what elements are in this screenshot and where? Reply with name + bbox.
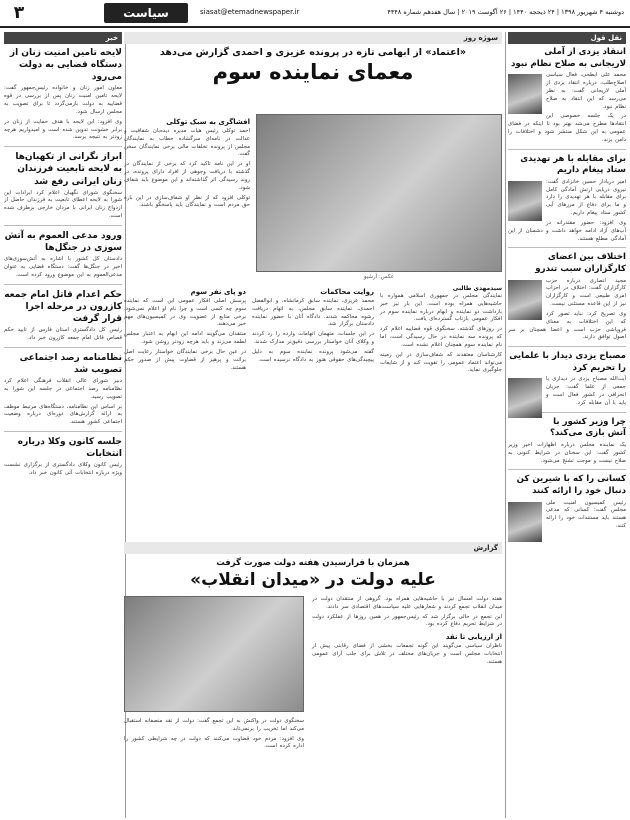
text-column bbox=[124, 718, 304, 751]
divider bbox=[4, 225, 122, 226]
article-text: پرسش اصلی افکار عمومی این است که نماینده سوم چه کسی است و چرا نام او اعلام نمی‌شود. برخی منابع از عضویت وی در کمیسیون‌های مهم خبر می‌دهند. bbox=[124, 298, 246, 328]
article-title: لایحه تامین امنیت زنان از دستگاه قضایی به دولت می‌رود bbox=[9, 48, 122, 83]
subheading: دو پای نفر سوم bbox=[190, 288, 246, 296]
article-text: این تجمع در حالی برگزار شد که رئیس‌جمهور در همین روزها از عملکرد دولت در شرایط تحریم دفاع کرده بود. bbox=[312, 613, 502, 628]
article-text: نمایندگی مجلس در جمهوری اسلامی همواره با حاشیه‌هایی همراه بوده است. این بار نیز خبر بازداشت دو نماینده و ابهام درباره نماینده سوم در افکار عمومی بازتاب گسترده‌ای یافت. bbox=[380, 293, 502, 323]
article-title: چرا وزیر کشور با آتش بازی می‌کند؟ bbox=[549, 416, 626, 439]
photo-caption: عکس: آرشیو bbox=[363, 274, 395, 280]
news-column bbox=[4, 32, 122, 818]
article-text: امیر دریادار حسین خانزادی گفت: نیروی دریایی ارتش آمادگی کامل برای مقابله با هر تهدیدی را دارد و ما برای دفاع از مرزهای آبی کشور ستاد پیغام داریم. bbox=[546, 178, 626, 217]
article-text: رئیس کانون وکلای دادگستری از برگزاری نشست ویژه درباره انتخابات آتی کانون خبر داد. bbox=[4, 462, 122, 477]
article-text: معاون امور زنان و خانواده رئیس‌جمهور گفت: لایحه تامین امنیت زنان پس از بررسی در قوه قضاییه به دولت بازمی‌گردد تا برای تصویب به مجلس ارسال شود. bbox=[4, 85, 122, 115]
story-kicker: «اعتماد» از ابهامی تازه در پرونده عزیزی و احمدی گزارش می‌دهد bbox=[159, 47, 467, 58]
divider bbox=[4, 347, 122, 348]
story-photo bbox=[256, 114, 502, 272]
text-column bbox=[380, 284, 502, 375]
subheading: روایت محاکمات bbox=[320, 288, 374, 296]
column-rule bbox=[505, 32, 506, 818]
article-title: ابراز نگرانی از تکهبان‌ها به لایحه تابعیت فرزندان زنان ایرانی رفع شد bbox=[15, 152, 122, 187]
portrait-photo bbox=[508, 74, 542, 114]
story-headline: علیه دولت در «میدان انقلاب» bbox=[190, 570, 436, 590]
section-email: siasat@etemadnewspaper.ir bbox=[200, 8, 300, 16]
story-body bbox=[124, 284, 502, 375]
divider bbox=[508, 469, 626, 470]
divider bbox=[508, 149, 626, 150]
divider bbox=[508, 247, 626, 248]
article-text: یک نماینده مجلس درباره اظهارات اخیر وزیر کشور گفت: این سخنان در شرایط کنونی به صلاح نیست و موجب تشنج می‌شود. bbox=[508, 441, 626, 464]
article-title: انتقاد یزدی از آملی لاریجانی به صلاح نظام نبود bbox=[510, 47, 626, 69]
article-text: گفته می‌شود پرونده نماینده سوم به دلیل پیچیدگی‌های حقوقی هنوز به دادگاه نرسیده است. bbox=[252, 348, 374, 363]
article-text: وی تصریح کرد: نباید تصور کرد که این اختلافات به معنای فروپاشی حزب است و اعضا همچنان بر سر اصول توافق دارند. bbox=[508, 310, 626, 341]
article-text: رئیس کل دادگستری استان فارس از تایید حکم قصاص قاتل امام جمعه کازرون خبر داد. bbox=[4, 327, 122, 341]
article-text: محمد علی ابطحی، فعال سیاسی اصلاح‌طلب، درباره انتقاد یزدی از آملی لاریجانی گفت: به نظر می‌رسد که این انتقاد به صلاح نظام نبود. bbox=[546, 72, 626, 110]
portrait-photo bbox=[508, 280, 542, 320]
column-label: نقل قول bbox=[508, 32, 626, 44]
article-text: او در این نامه تاکید کرد که برخی از نمایندگان در گذشته با دریافت وجوهی از افراد دارای پرونده، در روند رسیدگی اثر گذاشته‌اند و این موضوع باید شفاف شود. bbox=[124, 161, 250, 191]
article-title: مصباح یزدی دیدار با علمایی را تحریم کرد bbox=[509, 351, 626, 373]
subheading: افشاگری به سبک توکلی bbox=[166, 118, 250, 126]
article-text: بر اساس این نظامنامه، دستگاه‌های مرتبط موظف به ارائه گزارش‌های دوره‌ای درباره وضعیت اجتماعی کشور هستند. bbox=[4, 403, 122, 426]
article-title: نظامنامه رصد اجتماعی تصویب شد bbox=[19, 352, 122, 375]
page-number: ۳ bbox=[13, 3, 25, 23]
article-text: در روزهای گذشته، سخنگوی قوه قضاییه اعلام کرد که پرونده سه نماینده در حال رسیدگی است، اما نام نماینده سوم همچنان اعلام نشده است. bbox=[380, 326, 502, 348]
article-text: هفته دولت امسال نیز با حاشیه‌هایی همراه بود. گروهی از منتقدان دولت در میدان انقلاب تجمع کردند و شعارهایی علیه سیاست‌های اقتصادی سر دادند. bbox=[312, 596, 502, 610]
byline: سیدمهدی طالبی bbox=[452, 285, 502, 292]
text-column bbox=[312, 596, 502, 667]
sidebar-story bbox=[124, 114, 250, 210]
subheading: از ارزیابی تا نقد bbox=[445, 633, 502, 642]
article-text: توکلی افزود که از نظر او شفاف‌سازی در این باره حق مردم است و نمایندگان باید پاسخگو باشند. bbox=[124, 194, 250, 209]
divider bbox=[4, 146, 122, 147]
divider bbox=[508, 346, 626, 347]
article-text: وی افزود: این لایحه با هدف حمایت از زنان در برابر خشونت تدوین شده است و امیدواریم هرچه زودتر به نتیجه برسد. bbox=[4, 118, 122, 141]
divider bbox=[4, 431, 122, 432]
story-body bbox=[124, 596, 502, 818]
story-headline: معمای نماینده سوم bbox=[212, 60, 414, 84]
article-text: مجید انصاری درباره حزب کارگزاران گفت: اختلاف در احزاب امری طبیعی است و کارگزاران نیز از این قاعده مستثنی نیست. bbox=[546, 277, 626, 308]
article-title: کسانی را که با شیرین کن دنبال خود را ارائه کنند bbox=[516, 474, 626, 497]
divider bbox=[4, 284, 122, 285]
main-story bbox=[124, 32, 502, 818]
article-title: ورود مدعی العموم به آتش سوزی در جنگل‌ها bbox=[4, 230, 122, 254]
article-text: سخنگوی شورای نگهبان اعلام کرد ایرادات این شورا به لایحه اعطای تابعیت به فرزندان حاصل از ازدواج زنان ایرانی با مردان خارجی برطرف شده است. bbox=[4, 189, 122, 220]
article-title: حکم اعدام قاتل امام جمعه کازرون در مرحله اجرا قرار گرفت bbox=[4, 289, 122, 324]
article-text: دبیر شورای عالی انقلاب فرهنگی اعلام کرد نظامنامه رصد اجتماعی در جلسه این شورا به تصویب رسید. bbox=[4, 378, 122, 400]
article-text: احمد توکلی رئیس هیات مدیره دیده‌بان شفافیت و عدالت در نامه‌ای سرگشاده خطاب به نمایندگان مجلس از پرونده تخلفات مالی برخی نمایندگان سخن گفت. bbox=[124, 128, 250, 158]
column-label: خبر bbox=[4, 32, 122, 44]
second-story bbox=[124, 542, 502, 818]
portrait-photo bbox=[508, 181, 542, 221]
article-text: رئیس کمیسیون امنیت ملی مجلس گفت: کسانی که مدعی هستند باید مستندات خود را ارائه کنند. bbox=[546, 499, 626, 530]
portrait-photo bbox=[508, 378, 542, 418]
article-title: برای مقابله با هر تهدیدی ستاد پیغام داریم bbox=[520, 153, 626, 176]
story-kicker: همزمان با فرارسیدن هفته دولت صورت گرفت bbox=[216, 558, 410, 568]
section-label: سوژه روز bbox=[124, 32, 502, 44]
article-title: اختلاف بین اعضای کارگزاران سبب تندرو bbox=[535, 252, 626, 275]
dateline: دوشنبه ۴ شهریور ۱۳۹۸ | ۲۴ ذیحجه ۱۴۴۰ | ۲۶ آگوست ۲۰۱۹ | سال هفدهم شماره ۴۴۴۸ bbox=[387, 8, 624, 16]
article-text: وی افزود: حضور مقتدرانه در آب‌های آزاد ادامه خواهد داشت و دشمنان از این آمادگی مطلع هستند. bbox=[508, 219, 626, 242]
text-column bbox=[252, 284, 374, 375]
article-text: محمد عزیزی، نماینده سابق کرمانشاه، و ابوالفضل احمدی، نماینده سابق مجلس، به اتهام دریافت رشوه محاکمه شدند. دادگاه آنان با حضور نماینده دادستان برگزار شد. bbox=[252, 298, 374, 328]
portrait-photo bbox=[508, 502, 542, 542]
text-column bbox=[124, 284, 246, 375]
article-text: ناظران سیاسی می‌گویند این گونه تجمعات بخشی از فضای رقابتی پیش از انتخابات مجلس است و جریان‌های مختلف در تلاش برای جلب آرای عمومی هستند. bbox=[312, 643, 502, 665]
article-text: آیت‌الله مصباح یزدی در دیداری با جمعی از علما گفت: جریان انحرافی در کشور فعال است و باید با آن مقابله کرد. bbox=[546, 376, 626, 406]
article-text: منتقدان می‌گویند ادامه این ابهام به اعتبار مجلس لطمه می‌زند و باید هرچه زودتر روشن شود. bbox=[124, 331, 246, 346]
article-text: در این جلسات، متهمان اتهامات وارده را رد کردند و وکلای آنان خواستار بررسی دقیق‌تر مدارک شدند. bbox=[252, 331, 374, 346]
article-text: دادستان کل کشور با اشاره به آتش‌سوزی‌های اخیر در جنگل‌ها گفت: دستگاه قضایی به عنوان مدعی‌العموم به این موضوع ورود کرده است. bbox=[4, 256, 122, 278]
story-photo bbox=[124, 596, 304, 712]
article-text: سخنگوی دولت در واکنش به این تجمع گفت: دولت از نقد منصفانه استقبال می‌کند اما تخریب را برنمی‌تابد. bbox=[124, 718, 304, 732]
article-title: جلسه کانون وکلا درباره انتخابات bbox=[17, 437, 122, 460]
article-text: در یک جلسه خصوصی این انتقادها مطرح می‌شد بهتر بود تا اینکه در فضای عمومی به این شکل منتشر شود و اختلافات را دامن بزند. bbox=[508, 113, 626, 143]
article-text: کارشناسان معتقدند که شفاف‌سازی در این زمینه می‌تواند اعتماد عمومی را تقویت کند و از شایعات جلوگیری نماید. bbox=[380, 351, 502, 374]
article-text: وی افزود: مردم خود قضاوت می‌کنند که دولت در چه شرایطی کشور را اداره کرده است. bbox=[124, 735, 304, 750]
section-tag: سیاست bbox=[104, 3, 188, 23]
article-text: در عین حال برخی نمایندگان خواستار رعایت اصل برائت و پرهیز از قضاوت پیش از صدور حکم هستند. bbox=[124, 348, 246, 371]
quotes-column bbox=[508, 32, 626, 818]
page-header bbox=[0, 0, 630, 28]
section-label: گزارش bbox=[124, 542, 502, 554]
